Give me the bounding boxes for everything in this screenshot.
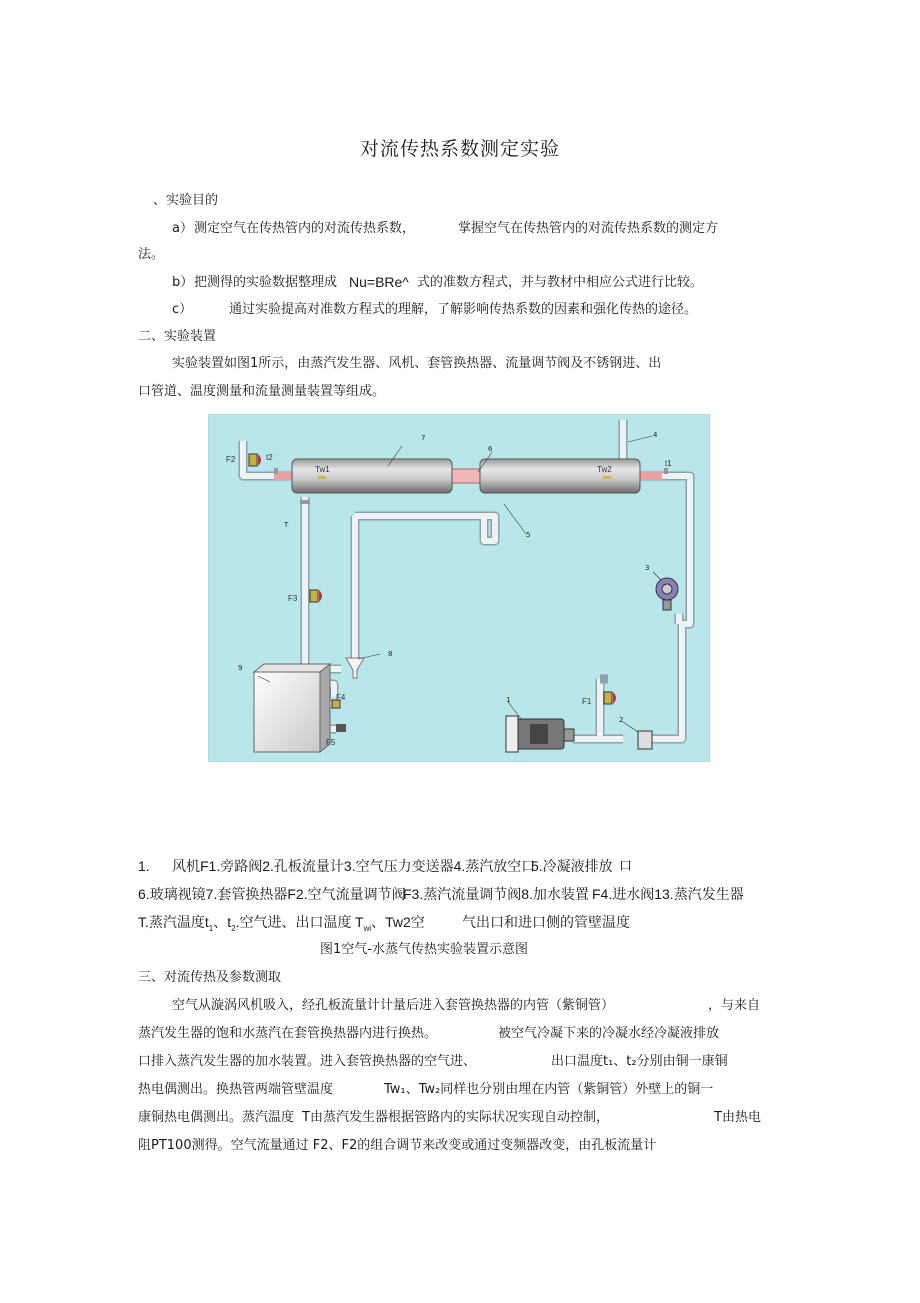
measurement-line-3b: 出口温度t₁、t₂分别由铜一康铜 [551,1054,728,1069]
label-n3: 3 [645,564,650,572]
objective-c-text: 通过实验提高对准数方程式的理解，了解影响传热系数的因素和强化传热的途径。 [229,302,698,317]
steam-temp-probe [300,500,310,504]
valve-f1 [604,692,616,704]
objective-b-text-2: 式的准数方程式，并与教材中相应公式进行比较。 [417,275,704,290]
objective-a-text-2: 掌握空气在传热管内的对流传热系数的测定方 [458,221,719,236]
measurement-line-1a: 空气从漩涡风机吸入，经孔板流量计计量后进入套管换热器的内管（紫铜管） [172,998,615,1013]
t2-probe [274,468,278,474]
objective-b-text-1: 把测得的实验数据整理成 [194,275,338,290]
label-n8: 8 [388,650,393,658]
legend-line-3-wall: $T_{wi}$、Tw2空 [355,914,425,933]
label-n1: 1 [506,696,511,704]
legend-line-2-b: F3.蒸汽流量调节阀8.加水装置 [403,886,589,902]
t1-probe [664,468,668,474]
section-heading-measurement: 三、对流传热及参数测取 [138,970,282,985]
measurement-line-6: 阻PT100测得。空气流量通过 F2、F2的组合调节来改变或通过变频器改变，由孔板流量计 [138,1138,657,1153]
objective-a-continuation: 法。 [138,247,165,262]
steam-generator [254,672,320,752]
page-title: 对流传热系数测定实验 [359,138,560,160]
fan [506,716,574,752]
list-marker-a: a） [172,221,193,236]
orifice-flowmeter [638,731,652,749]
objective-a-text-1: 测定空气在传热管内的对流传热系数， [194,221,416,236]
list-marker-c: c） [172,302,193,317]
measurement-line-5c: T由热电 [714,1110,761,1125]
label-t2: t2 [266,453,273,462]
measurement-line-4a: 热电偶测出。换热管两端管壁温度 [138,1082,334,1097]
label-n6: 6 [488,445,493,453]
legend-line-1: 风机F1.旁路阀2.孔板流量计3.空气压力变送器4.蒸汽放空口 [172,858,536,874]
legend-line-1-end: 口 [619,859,633,874]
section-heading-apparatus: 二、实验装置 [138,329,217,344]
section-heading-objectives: 、实验目的 [153,193,219,208]
legend-line-2-c: F4.进水阀13.蒸汽发生器 [592,886,744,902]
list-marker-b: b） [172,275,194,290]
label-T: T [284,521,289,529]
measurement-line-5a: 康铜热电偶测出。蒸汽温度 [138,1110,295,1125]
label-n2: 2 [619,716,624,724]
label-n5: 5 [526,531,531,539]
label-n7: 7 [421,434,426,442]
label-F5: F5 [326,738,336,747]
apparatus-diagram [208,414,710,762]
tw1-sensor [318,476,326,479]
label-Tw2: Tw2 [597,465,612,474]
label-F1: F1 [582,697,592,706]
valve-f2 [249,454,261,466]
label-n4: 4 [653,431,658,439]
apparatus-paragraph-line-2: 口管道、温度测量和流量测量装置等组成。 [138,384,386,399]
valve-f3 [310,590,322,602]
label-F2: F2 [226,455,236,464]
valve-f5 [336,724,346,732]
apparatus-paragraph-line-1: 实验装置如图1所示，由蒸汽发生器、风机、套管换热器、流量调节阀及不锈钢进、出 [172,356,662,371]
label-t1: t1 [665,459,672,468]
sight-glass [452,469,480,483]
tw2-sensor [603,476,611,479]
legend-line-3: T.蒸汽温度$t_1$、$t_2$.空气进、出口温度 [138,914,352,933]
label-F4: F4 [336,693,346,702]
legend-line-3-end: 气出口和进口侧的管壁温度 [462,914,630,930]
measurement-line-1b: ，与来自 [708,998,761,1013]
label-F3: F3 [288,594,298,603]
legend-line-2: 6.玻璃视镜7.套管换热器F2.空气流量调节阀 [138,886,406,902]
label-n9: 9 [238,664,243,672]
copper-tube-outlet [638,472,662,480]
measurement-line-4b: Tw₁、Tw₂同样也分别由埋在内管（紫铜管）外壁上的铜一 [384,1082,714,1097]
measurement-line-2b: 被空气冷凝下来的冷凝水经冷凝液排放 [498,1026,720,1041]
objective-b-formula: Nu=BRe^ [349,274,409,290]
measurement-line-2a: 蒸汽发生器的饱和水蒸汽在套管换热器内进行换热。 [138,1026,438,1041]
legend-index-1: 1. [138,858,150,874]
figure-caption: 图1空气-水蒸气传热实验装置示意图 [320,942,528,957]
measurement-line-5b: T由蒸汽发生器根据管路内的实际状况实现自动控制， [302,1110,609,1125]
heat-exchanger-section-2 [480,459,640,493]
label-Tw1: Tw1 [315,465,330,474]
measurement-line-3a: 口排入蒸汽发生器的加水装置。进入套管换热器的空气进、 [138,1054,477,1069]
legend-line-1-item-5: 5.冷凝液排放 [531,858,613,874]
